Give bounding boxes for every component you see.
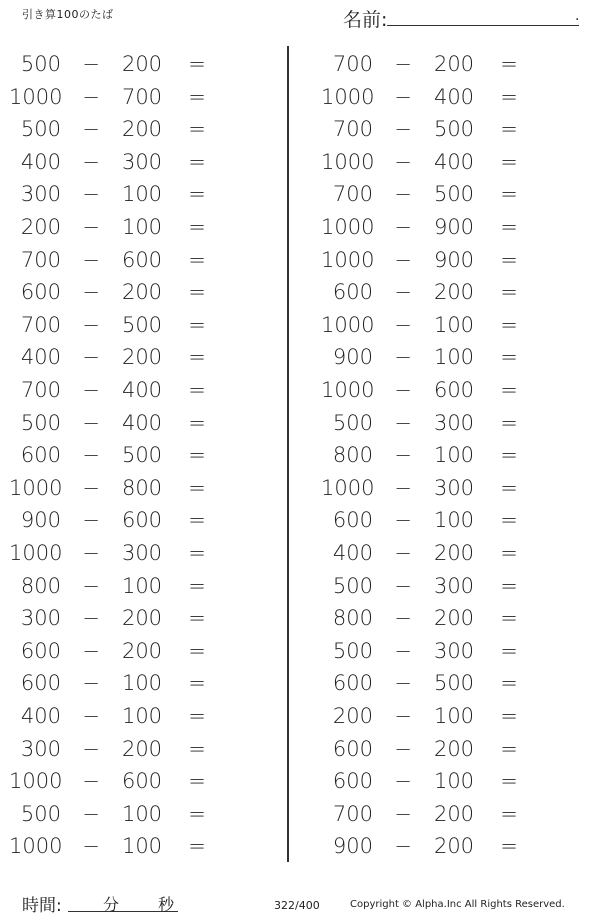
problem-row bbox=[321, 570, 561, 602]
equals-sign: = bbox=[188, 769, 206, 794]
subtrahend: 200 bbox=[433, 52, 475, 76]
minuend: 1000 bbox=[321, 312, 375, 337]
minuend: 1000 bbox=[321, 149, 375, 174]
minus-sign: − bbox=[394, 443, 412, 468]
equals-sign: = bbox=[188, 52, 206, 76]
problem-row bbox=[321, 48, 561, 80]
minus-sign: − bbox=[82, 280, 100, 305]
problem-row bbox=[321, 244, 561, 276]
minus-sign: − bbox=[82, 541, 100, 565]
problem-row bbox=[9, 765, 249, 797]
minuend: 300 bbox=[20, 182, 61, 207]
subtrahend: 100 bbox=[433, 769, 475, 794]
name-field[interactable] bbox=[387, 25, 579, 26]
minus-sign: − bbox=[82, 801, 100, 826]
problem-row bbox=[9, 602, 249, 634]
minuend: 600 bbox=[20, 671, 61, 696]
minuend: 700 bbox=[332, 52, 373, 76]
minuend: 700 bbox=[332, 182, 373, 207]
subtrahend: 300 bbox=[433, 410, 475, 435]
minuend: 500 bbox=[332, 410, 373, 435]
problem-row bbox=[9, 830, 249, 862]
problem-row bbox=[9, 276, 249, 308]
subtrahend: 100 bbox=[433, 508, 475, 533]
subtrahend: 400 bbox=[121, 378, 163, 402]
minus-sign: − bbox=[82, 215, 100, 239]
subtrahend: 400 bbox=[433, 149, 475, 174]
minus-sign: − bbox=[82, 52, 100, 76]
equals-sign: = bbox=[188, 117, 206, 142]
problem-row bbox=[321, 439, 561, 471]
subtrahend: 200 bbox=[433, 801, 475, 826]
subtrahend: 100 bbox=[433, 443, 475, 468]
minus-sign: − bbox=[394, 606, 412, 631]
subtrahend: 500 bbox=[121, 312, 163, 337]
minuend: 900 bbox=[20, 508, 61, 533]
minuend: 900 bbox=[332, 834, 373, 859]
equals-sign: = bbox=[188, 84, 206, 109]
column-divider bbox=[287, 46, 289, 862]
equals-sign: = bbox=[500, 834, 518, 859]
minuend: 1000 bbox=[321, 475, 375, 500]
subtrahend: 200 bbox=[121, 638, 163, 663]
equals-sign: = bbox=[500, 736, 518, 761]
minuend: 400 bbox=[20, 345, 61, 370]
subtrahend: 400 bbox=[121, 410, 163, 435]
minuend: 700 bbox=[20, 247, 61, 272]
minuend: 600 bbox=[332, 671, 373, 696]
minuend: 1000 bbox=[9, 834, 63, 859]
minuend: 1000 bbox=[321, 215, 375, 239]
problem-row bbox=[321, 830, 561, 862]
minuend: 1000 bbox=[9, 541, 63, 565]
problem-row bbox=[321, 309, 561, 341]
equals-sign: = bbox=[188, 410, 206, 435]
equals-sign: = bbox=[500, 704, 518, 728]
problem-row bbox=[9, 178, 249, 210]
problem-row bbox=[321, 276, 561, 308]
minus-sign: − bbox=[394, 769, 412, 794]
minuend: 800 bbox=[20, 573, 61, 598]
minus-sign: − bbox=[394, 117, 412, 142]
problem-row bbox=[9, 733, 249, 765]
subtrahend: 900 bbox=[433, 215, 475, 239]
subtrahend: 300 bbox=[121, 149, 163, 174]
problem-row bbox=[9, 635, 249, 667]
seconds-label: 秒 bbox=[158, 895, 175, 914]
subtrahend: 200 bbox=[121, 736, 163, 761]
equals-sign: = bbox=[188, 475, 206, 500]
minus-sign: − bbox=[82, 606, 100, 631]
equals-sign: = bbox=[500, 117, 518, 142]
equals-sign: = bbox=[500, 345, 518, 370]
problem-row bbox=[321, 765, 561, 797]
problem-row bbox=[321, 667, 561, 699]
problem-row bbox=[321, 374, 561, 406]
minus-sign: − bbox=[82, 182, 100, 207]
subtrahend: 100 bbox=[121, 182, 163, 207]
minuend: 600 bbox=[332, 280, 373, 305]
minuend: 300 bbox=[20, 736, 61, 761]
subtrahend: 100 bbox=[121, 801, 163, 826]
subtrahend: 100 bbox=[121, 704, 163, 728]
worksheet-title: 引き算100のたば bbox=[22, 8, 114, 21]
minus-sign: − bbox=[82, 769, 100, 794]
minus-sign: − bbox=[82, 508, 100, 533]
subtrahend: 500 bbox=[121, 443, 163, 468]
subtrahend: 300 bbox=[121, 541, 163, 565]
equals-sign: = bbox=[500, 475, 518, 500]
minus-sign: − bbox=[394, 541, 412, 565]
equals-sign: = bbox=[500, 606, 518, 631]
minus-sign: − bbox=[82, 736, 100, 761]
minus-sign: − bbox=[394, 801, 412, 826]
minus-sign: − bbox=[82, 704, 100, 728]
subtrahend: 300 bbox=[433, 475, 475, 500]
minus-sign: − bbox=[394, 312, 412, 337]
subtrahend: 200 bbox=[121, 117, 163, 142]
problem-row bbox=[9, 570, 249, 602]
equals-sign: = bbox=[500, 573, 518, 598]
minutes-label: 分 bbox=[103, 895, 120, 914]
minus-sign: − bbox=[82, 117, 100, 142]
minuend: 1000 bbox=[321, 84, 375, 109]
problem-row bbox=[321, 472, 561, 504]
equals-sign: = bbox=[500, 247, 518, 272]
minus-sign: − bbox=[82, 312, 100, 337]
minuend: 700 bbox=[332, 801, 373, 826]
equals-sign: = bbox=[500, 508, 518, 533]
minuend: 400 bbox=[20, 149, 61, 174]
equals-sign: = bbox=[500, 182, 518, 207]
minus-sign: − bbox=[82, 345, 100, 370]
equals-sign: = bbox=[188, 638, 206, 663]
subtrahend: 500 bbox=[433, 182, 475, 207]
equals-sign: = bbox=[500, 280, 518, 305]
equals-sign: = bbox=[500, 378, 518, 402]
equals-sign: = bbox=[188, 215, 206, 239]
minus-sign: − bbox=[82, 378, 100, 402]
problem-row bbox=[9, 439, 249, 471]
problem-row bbox=[321, 407, 561, 439]
minuend: 400 bbox=[332, 541, 373, 565]
equals-sign: = bbox=[188, 280, 206, 305]
subtrahend: 700 bbox=[121, 84, 163, 109]
subtrahend: 600 bbox=[121, 769, 163, 794]
subtrahend: 200 bbox=[433, 736, 475, 761]
equals-sign: = bbox=[188, 508, 206, 533]
minuend: 500 bbox=[332, 638, 373, 663]
minuend: 400 bbox=[20, 704, 61, 728]
subtrahend: 100 bbox=[121, 834, 163, 859]
minuend: 500 bbox=[20, 801, 61, 826]
problem-row bbox=[321, 81, 561, 113]
problem-row bbox=[321, 146, 561, 178]
minus-sign: − bbox=[394, 52, 412, 76]
equals-sign: = bbox=[188, 378, 206, 402]
minus-sign: − bbox=[394, 280, 412, 305]
equals-sign: = bbox=[500, 52, 518, 76]
equals-sign: = bbox=[500, 541, 518, 565]
equals-sign: = bbox=[500, 671, 518, 696]
problem-row bbox=[321, 341, 561, 373]
subtrahend: 100 bbox=[121, 671, 163, 696]
subtrahend: 200 bbox=[121, 606, 163, 631]
equals-sign: = bbox=[500, 638, 518, 663]
subtrahend: 600 bbox=[121, 247, 163, 272]
minuend: 200 bbox=[20, 215, 61, 239]
problem-row bbox=[9, 472, 249, 504]
problem-row bbox=[9, 374, 249, 406]
subtrahend: 100 bbox=[121, 573, 163, 598]
subtrahend: 900 bbox=[433, 247, 475, 272]
subtrahend: 200 bbox=[121, 345, 163, 370]
equals-sign: = bbox=[500, 312, 518, 337]
problem-row bbox=[321, 798, 561, 830]
minuend: 500 bbox=[20, 117, 61, 142]
minus-sign: − bbox=[394, 378, 412, 402]
subtrahend: 100 bbox=[433, 345, 475, 370]
equals-sign: = bbox=[188, 573, 206, 598]
minuend: 300 bbox=[20, 606, 61, 631]
minuend: 600 bbox=[20, 443, 61, 468]
minus-sign: − bbox=[394, 834, 412, 859]
minus-sign: − bbox=[394, 215, 412, 239]
subtrahend: 400 bbox=[433, 84, 475, 109]
subtrahend: 100 bbox=[433, 312, 475, 337]
problem-row bbox=[9, 504, 249, 536]
minuend: 700 bbox=[20, 378, 61, 402]
equals-sign: = bbox=[188, 149, 206, 174]
equals-sign: = bbox=[188, 443, 206, 468]
problem-row bbox=[321, 733, 561, 765]
minus-sign: − bbox=[82, 247, 100, 272]
minuend: 1000 bbox=[321, 247, 375, 272]
equals-sign: = bbox=[500, 84, 518, 109]
problem-row bbox=[9, 798, 249, 830]
minuend: 500 bbox=[332, 573, 373, 598]
minus-sign: − bbox=[394, 410, 412, 435]
equals-sign: = bbox=[500, 443, 518, 468]
problem-row bbox=[321, 700, 561, 732]
problem-row bbox=[321, 178, 561, 210]
minus-sign: − bbox=[82, 84, 100, 109]
subtrahend: 300 bbox=[433, 638, 475, 663]
subtrahend: 200 bbox=[121, 280, 163, 305]
minus-sign: − bbox=[82, 410, 100, 435]
minus-sign: − bbox=[394, 638, 412, 663]
copyright-notice: Copyright © Alpha.Inc All Rights Reserved. bbox=[350, 899, 565, 910]
problem-row bbox=[9, 700, 249, 732]
subtrahend: 300 bbox=[433, 573, 475, 598]
minus-sign: − bbox=[394, 182, 412, 207]
minus-sign: − bbox=[394, 671, 412, 696]
minuend: 200 bbox=[332, 704, 373, 728]
minuend: 500 bbox=[20, 410, 61, 435]
equals-sign: = bbox=[500, 801, 518, 826]
minuend: 600 bbox=[332, 769, 373, 794]
subtrahend: 600 bbox=[121, 508, 163, 533]
equals-sign: = bbox=[500, 410, 518, 435]
subtrahend: 200 bbox=[433, 541, 475, 565]
problem-row bbox=[9, 48, 249, 80]
page-number: 322/400 bbox=[274, 899, 320, 912]
equals-sign: = bbox=[188, 541, 206, 565]
minus-sign: − bbox=[82, 638, 100, 663]
subtrahend: 600 bbox=[433, 378, 475, 402]
problem-row bbox=[321, 635, 561, 667]
minuend: 500 bbox=[20, 52, 61, 76]
subtrahend: 800 bbox=[121, 475, 163, 500]
minus-sign: − bbox=[82, 834, 100, 859]
equals-sign: = bbox=[500, 769, 518, 794]
minus-sign: − bbox=[394, 736, 412, 761]
name-dot: . bbox=[575, 8, 580, 24]
problem-row bbox=[321, 537, 561, 569]
subtrahend: 200 bbox=[433, 834, 475, 859]
minus-sign: − bbox=[82, 573, 100, 598]
minuend: 900 bbox=[332, 345, 373, 370]
equals-sign: = bbox=[188, 182, 206, 207]
problem-row bbox=[9, 146, 249, 178]
subtrahend: 100 bbox=[121, 215, 163, 239]
problem-row bbox=[9, 81, 249, 113]
minuend: 1000 bbox=[9, 769, 63, 794]
subtrahend: 500 bbox=[433, 671, 475, 696]
equals-sign: = bbox=[188, 247, 206, 272]
subtrahend: 200 bbox=[121, 52, 163, 76]
equals-sign: = bbox=[188, 704, 206, 728]
equals-sign: = bbox=[500, 149, 518, 174]
problem-row bbox=[9, 244, 249, 276]
subtrahend: 200 bbox=[433, 280, 475, 305]
minus-sign: − bbox=[82, 671, 100, 696]
problem-row bbox=[9, 309, 249, 341]
minus-sign: − bbox=[394, 704, 412, 728]
problem-row bbox=[9, 407, 249, 439]
minuend: 600 bbox=[332, 508, 373, 533]
minuend: 1000 bbox=[321, 378, 375, 402]
minuend: 1000 bbox=[9, 475, 63, 500]
equals-sign: = bbox=[188, 606, 206, 631]
minuend: 800 bbox=[332, 606, 373, 631]
equals-sign: = bbox=[188, 671, 206, 696]
problem-row bbox=[321, 113, 561, 145]
problem-row bbox=[321, 211, 561, 243]
problem-row bbox=[9, 667, 249, 699]
minus-sign: − bbox=[394, 508, 412, 533]
equals-sign: = bbox=[188, 834, 206, 859]
minuend: 800 bbox=[332, 443, 373, 468]
minuend: 1000 bbox=[9, 84, 63, 109]
minus-sign: − bbox=[394, 345, 412, 370]
time-label: 時間: bbox=[22, 896, 62, 916]
equals-sign: = bbox=[500, 215, 518, 239]
subtrahend: 200 bbox=[433, 606, 475, 631]
name-label: 名前: bbox=[343, 9, 388, 31]
equals-sign: = bbox=[188, 345, 206, 370]
minuend: 600 bbox=[20, 638, 61, 663]
minuend: 600 bbox=[332, 736, 373, 761]
equals-sign: = bbox=[188, 736, 206, 761]
equals-sign: = bbox=[188, 801, 206, 826]
problem-row bbox=[9, 537, 249, 569]
minus-sign: − bbox=[394, 149, 412, 174]
equals-sign: = bbox=[188, 312, 206, 337]
problem-row bbox=[9, 341, 249, 373]
subtrahend: 100 bbox=[433, 704, 475, 728]
minus-sign: − bbox=[394, 247, 412, 272]
problem-row bbox=[321, 602, 561, 634]
minus-sign: − bbox=[394, 84, 412, 109]
minus-sign: − bbox=[82, 475, 100, 500]
minuend: 600 bbox=[20, 280, 61, 305]
minus-sign: − bbox=[82, 443, 100, 468]
minuend: 700 bbox=[20, 312, 61, 337]
minus-sign: − bbox=[394, 573, 412, 598]
problem-row bbox=[321, 504, 561, 536]
minus-sign: − bbox=[394, 475, 412, 500]
minuend: 700 bbox=[332, 117, 373, 142]
problem-row bbox=[9, 113, 249, 145]
problem-row bbox=[9, 211, 249, 243]
minus-sign: − bbox=[82, 149, 100, 174]
subtrahend: 500 bbox=[433, 117, 475, 142]
